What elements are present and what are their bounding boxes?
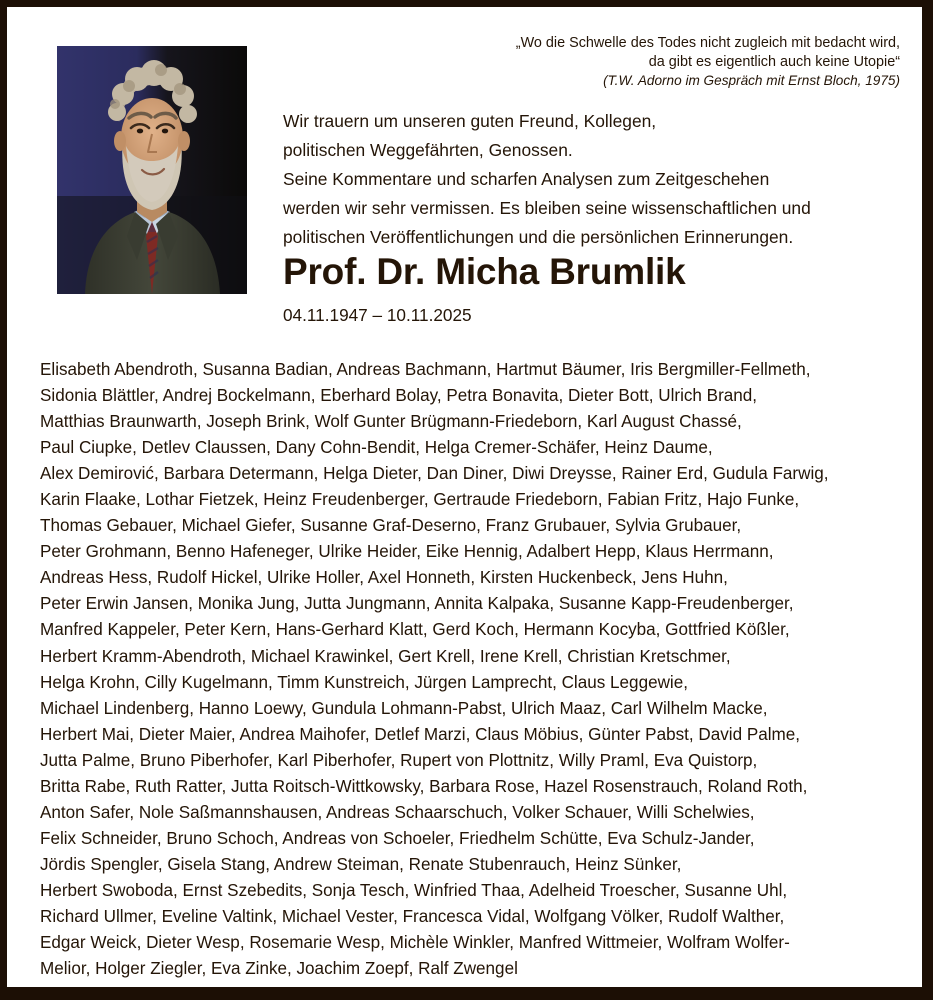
portrait-photo bbox=[57, 46, 247, 294]
signatories-list bbox=[40, 357, 912, 982]
signatory-line: Herbert Kramm-Abendroth, Michael Krawinkel, Gert Krell, Irene Krell, Christian Kretschmer, bbox=[40, 646, 731, 666]
quote-source: (T.W. Adorno im Gespräch mit Ernst Bloch, 1975) bbox=[603, 73, 900, 89]
obituary-inner bbox=[7, 7, 922, 987]
signatory-line: Helga Krohn, Cilly Kugelmann, Timm Kunstreich, Jürgen Lamprecht, Claus Leggewie, bbox=[40, 672, 688, 692]
adorno-quote bbox=[430, 34, 900, 90]
quote-line-1: „Wo die Schwelle des Todes nicht zugleich mit bedacht wird, bbox=[515, 35, 900, 51]
signatory-line: Herbert Mai, Dieter Maier, Andrea Maihofer, Detlef Marzi, Claus Möbius, Günter Pabst, David Palme, bbox=[40, 724, 801, 744]
signatory-line: Michael Lindenberg, Hanno Loewy, Gundula Lohmann-Pabst, Ulrich Maaz, Carl Wilhelm Macke, bbox=[40, 698, 768, 718]
mourning-line-5: politischen Veröffentlichungen und die persönlichen Erinnerungen. bbox=[283, 227, 794, 247]
signatory-line: Richard Ullmer, Eveline Valtink, Michael Vester, Francesca Vidal, Wolfgang Völker, Rudolf Walther, bbox=[40, 906, 785, 926]
signatory-line: Britta Rabe, Ruth Ratter, Jutta Roitsch-Wittkowsky, Barbara Rose, Hazel Rosenstrauch, Roland Roth, bbox=[40, 776, 808, 796]
signatory-line: Thomas Gebauer, Michael Giefer, Susanne Graf-Deserno, Franz Grubauer, Sylvia Grubauer, bbox=[40, 516, 742, 536]
signatory-line: Paul Ciupke, Detlev Claussen, Dany Cohn-Bendit, Helga Cremer-Schäfer, Heinz Daume, bbox=[40, 438, 713, 458]
portrait-illustration bbox=[57, 46, 247, 294]
signatory-line: Sidonia Blättler, Andrej Bockelmann, Eberhard Bolay, Petra Bonavita, Dieter Bott, Ulrich Brand, bbox=[40, 386, 758, 406]
mourning-line-1: Wir trauern um unseren guten Freund, Kollegen, bbox=[283, 111, 657, 131]
mourning-line-3: Seine Kommentare und scharfen Analysen zum Zeitgeschehen bbox=[283, 169, 770, 189]
obituary-header-area bbox=[7, 7, 922, 325]
signatory-line: Matthias Braunwarth, Joseph Brink, Wolf Gunter Brügmann-Friedeborn, Karl August Chassé, bbox=[40, 412, 742, 432]
deceased-dates: 04.11.1947 – 10.11.2025 bbox=[283, 305, 472, 325]
signatory-line: Edgar Weick, Dieter Wesp, Rosemarie Wesp, Michèle Winkler, Manfred Wittmeier, Wolfram Wolfer- bbox=[40, 933, 790, 953]
signatory-line: Peter Grohmann, Benno Hafeneger, Ulrike Heider, Eike Hennig, Adalbert Hepp, Klaus Herrmann, bbox=[40, 542, 774, 562]
signatory-line: Elisabeth Abendroth, Susanna Badian, Andreas Bachmann, Hartmut Bäumer, Iris Bergmiller-Fellmeth, bbox=[40, 360, 811, 379]
deceased-block bbox=[283, 253, 686, 326]
signatory-line: Alex Demirović, Barbara Determann, Helga Dieter, Dan Diner, Diwi Dreysse, Rainer Erd, Gudula Farwig, bbox=[40, 464, 829, 484]
signatory-line: Herbert Swoboda, Ernst Szebedits, Sonja Tesch, Winfried Thaa, Adelheid Troescher, Susanne Uhl, bbox=[40, 880, 788, 900]
deceased-name: Prof. Dr. Micha Brumlik bbox=[283, 251, 686, 292]
signatory-line: Peter Erwin Jansen, Monika Jung, Jutta Jungmann, Annita Kalpaka, Susanne Kapp-Freudenberger, bbox=[40, 594, 794, 614]
signatory-line: Karin Flaake, Lothar Fietzek, Heinz Freudenberger, Gertraude Friedeborn, Fabian Fritz, Hajo Funke, bbox=[40, 490, 800, 510]
signatory-line: Jördis Spengler, Gisela Stang, Andrew Steiman, Renate Stubenrauch, Heinz Sünker, bbox=[40, 854, 682, 874]
mourning-line-2: politischen Weggefährten, Genossen. bbox=[283, 140, 573, 160]
signatory-line: Manfred Kappeler, Peter Kern, Hans-Gerhard Klatt, Gerd Koch, Hermann Kocyba, Gottfried Kößler, bbox=[40, 620, 790, 640]
signatory-line: Andreas Hess, Rudolf Hickel, Ulrike Holler, Axel Honneth, Kirsten Huckenbeck, Jens Huhn, bbox=[40, 568, 728, 588]
quote-line-2: da gibt es eigentlich auch keine Utopie“ bbox=[648, 53, 900, 70]
signatory-line: Melior, Holger Ziegler, Eva Zinke, Joachim Zoepf, Ralf Zwengel bbox=[40, 959, 518, 979]
mourning-text bbox=[283, 107, 908, 252]
signatory-line: Felix Schneider, Bruno Schoch, Andreas von Schoeler, Friedhelm Schütte, Eva Schulz-Jander, bbox=[40, 828, 755, 848]
signatory-line: Anton Safer, Nole Saßmannshausen, Andreas Schaarschuch, Volker Schauer, Willi Schelwies, bbox=[40, 802, 755, 822]
mourning-line-4: werden wir sehr vermissen. Es bleiben seine wissenschaftlichen und bbox=[283, 198, 811, 218]
signatory-line: Jutta Palme, Bruno Piberhofer, Karl Piberhofer, Rupert von Plottnitz, Willy Praml, Eva Quistorp, bbox=[40, 750, 758, 770]
